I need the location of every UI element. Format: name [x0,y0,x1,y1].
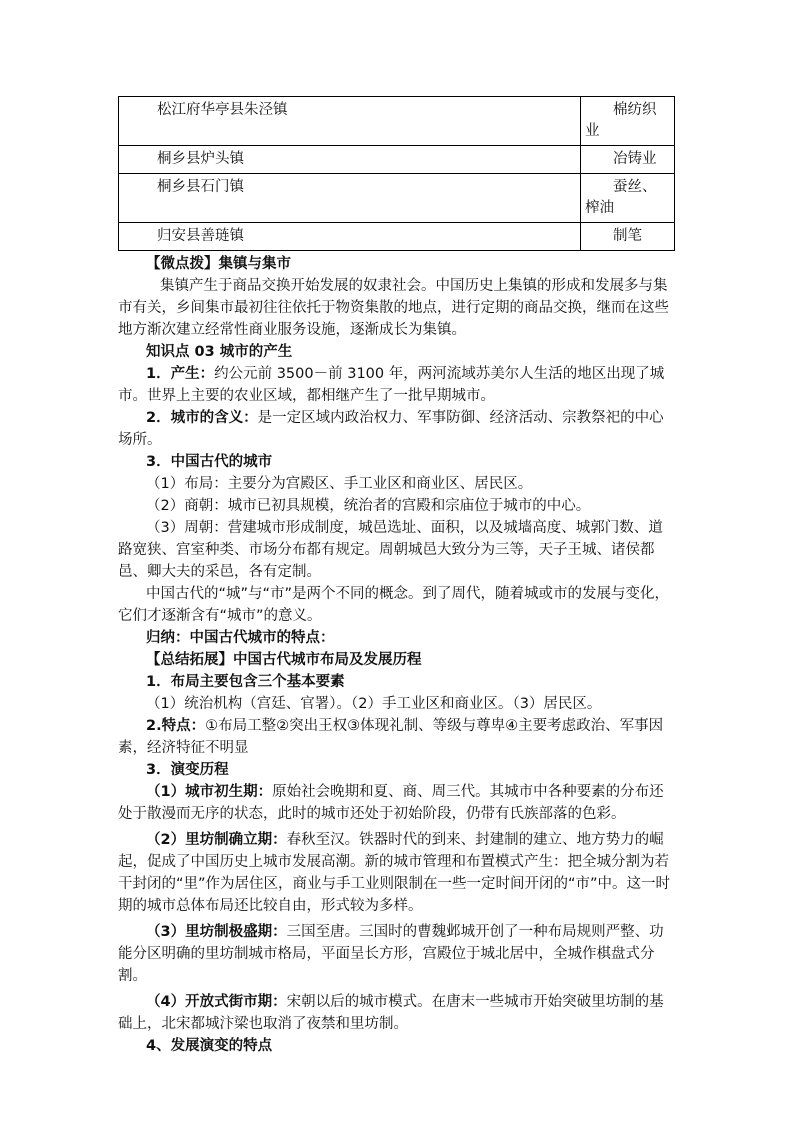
extension-heading: 【总结拓展】中国古代城市布局及发展历程 [146,652,422,668]
table-cell-industry: 蚕丝、榨油 [581,174,675,223]
table-cell-place: 归安县善琏镇 [119,223,581,251]
evolution-stage-2: （2）里坊制确立期：春秋至汉。铁器时代的到来、封建制的建立、地方势力的崛起，促成了中国历史上城市发展高潮。新的城市管理和布置模式产生：把全城分割为若干封闭的“里”作为居住区，商业与手工业则限制在一些一定时间开闭的“市”中。这一时期的城市总体布局还比较自由，形式较为多样。 [118,832,671,914]
features-paragraph: 2.特点：①布局工整②突出王权③体现礼制、等级与尊卑④主要考虑政治、军事因素，经济特征不明显 [118,718,664,756]
summary-heading: 归纳：中国古代城市的特点： [146,630,335,646]
evolution-stage-3: （3）里坊制极盛期：三国至唐。三国时的曹魏邺城开创了一种布局规则严整、功能分区明确的里坊制城市格局，平面呈长方形，宫殿位于城北居中，全城作棋盘式分割。 [118,924,664,984]
table-cell-industry: 棉纺织业 [581,97,675,146]
micro-tip-heading: 【微点拨】集镇与集市 [146,256,291,272]
table-cell-place: 桐乡县炉头镇 [119,146,581,174]
table-cell-industry: 冶铸业 [581,146,675,174]
knowledge-point-heading: 知识点 03 城市的产生 [146,344,293,360]
origin-paragraph: 1．产生：约公元前 3500－前 3100 年，两河流域苏美尔人生活的地区出现了城市。世界上主要的农业区域，都相继产生了一批早期城市。 [118,366,665,404]
table-cell-industry: 制笔 [581,223,675,251]
table-row [119,174,675,223]
table-cell-place: 桐乡县石门镇 [119,174,581,223]
document-page [118,96,674,1057]
table-cell-place: 松江府华亭县朱泾镇 [119,97,581,146]
definition-paragraph: 2．城市的含义：是一定区域内政治权力、军事防御、经济活动、宗教祭祀的中心场所。 [118,410,664,448]
layout-item: （1）布局：主要分为宫殿区、手工业区和商业区、居民区。 [146,476,533,492]
evolution-stage-4: （4）开放式街市期：宋朝以后的城市模式。在唐末一些城市开始突破里坊制的基础上，北宋都城汴梁也取消了夜禁和里坊制。 [118,994,664,1032]
evolution-stage-1: （1）城市初生期：原始社会晚期和夏、商、周三代。其城市中各种要素的分布还处于散漫而无序的状态，此时的城市还处于初始阶段，仍带有氏族部落的色彩。 [118,784,664,822]
table-row [119,97,675,146]
city-market-paragraph: 中国古代的“城”与“市”是两个不同的概念。到了周代，随着城或市的发展与变化，它们才逐渐含有“城市”的意义。 [118,586,670,624]
ancient-city-heading: 3．中国古代的城市 [146,454,273,470]
development-features-heading: 4、发展演变的特点 [146,1038,273,1054]
evolution-heading: 3．演变历程 [146,762,229,778]
elements-list: （1）统治机构（宫廷、官署）。（2）手工业区和商业区。（3）居民区。 [146,696,602,712]
table-row [119,223,675,251]
town-industry-table [118,96,675,251]
shang-item: （2）商朝：城市已初具规模，统治者的宫殿和宗庙位于城市的中心。 [146,498,591,514]
table-row [119,146,675,174]
micro-tip-body: 集镇产生于商品交换开始发展的奴隶社会。中国历史上集镇的形成和发展多与集市有关，乡间集市最初往往依托于物资集散的地点，进行定期的商品交换，继而在这些地方渐次建立经常性商业服务设施，逐渐成长为集镇。 [118,278,669,338]
zhou-item: （3）周朝：营建城市形成制度，城邑选址、面积，以及城墙高度、城郭门数、道路宽狭、宫室种类、市场分布都有规定。周朝城邑大致分为三等，天子王城、诸侯都邑、卿大夫的采邑，各有定制。 [118,520,663,580]
elements-heading: 1．布局主要包含三个基本要素 [146,674,345,690]
